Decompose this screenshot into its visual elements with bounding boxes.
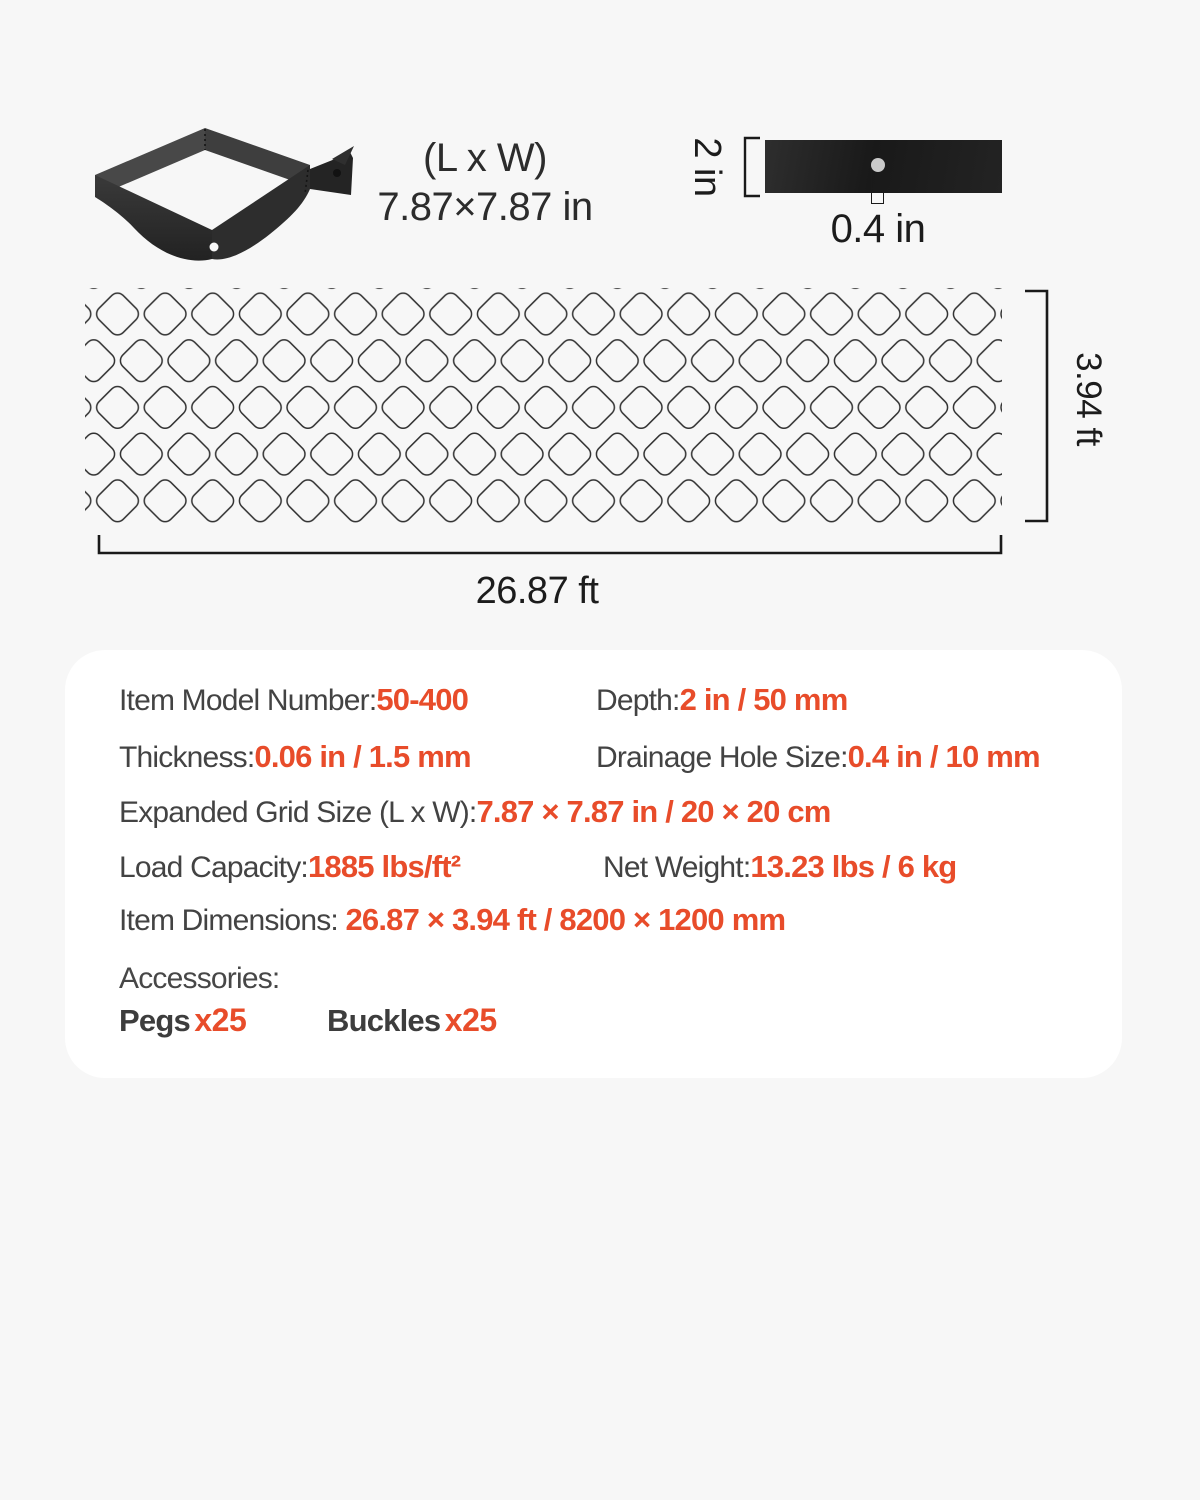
spec-row-drainage [596, 737, 1040, 778]
spec-label-thickness: Thickness: [119, 741, 255, 774]
accessory-name-buckles: Buckles [327, 1003, 441, 1038]
spec-label-net-weight: Net Weight: [603, 851, 751, 884]
cell-drain-hole [210, 243, 219, 252]
mesh-width-label: 26.87 ft [475, 570, 599, 612]
spec-value-net-weight: 13.23 lbs / 6 kg [750, 849, 957, 884]
strip-hole [871, 158, 885, 172]
spec-value-load: 1885 lbs/ft² [307, 849, 461, 884]
strip-height-bracket [741, 136, 763, 198]
spec-label-grid-size: Expanded Grid Size (L x W): [119, 796, 477, 829]
mesh-graphic [85, 288, 1002, 524]
spec-row-model [119, 680, 468, 721]
spec-row-load [119, 847, 460, 888]
spec-value-drainage: 0.4 in / 10 mm [847, 739, 1040, 774]
accessory-qty-pegs: x25 [194, 1002, 247, 1038]
cell-front-right-wall [212, 165, 310, 259]
mesh-width-bracket [96, 532, 1006, 558]
spec-value-model: 50-400 [376, 682, 469, 717]
cell-illustration [88, 112, 373, 264]
spec-value-grid-size: 7.87 × 7.87 in / 20 × 20 cm [476, 794, 831, 829]
cell-size-label [335, 134, 635, 232]
spec-value-depth: 2 in / 50 mm [679, 682, 848, 717]
spec-label-drainage: Drainage Hole Size: [596, 741, 848, 774]
mesh-height-bracket [1022, 288, 1052, 524]
cell-front-left-wall [95, 175, 212, 261]
spec-row-dimensions [119, 900, 785, 941]
spec-label-dimensions: Item Dimensions: [119, 904, 346, 937]
spec-row-thickness [119, 737, 471, 778]
accessory-item-buckles [327, 1002, 497, 1039]
strip-height-label: 2 in [686, 137, 728, 197]
spec-card [65, 650, 1122, 1078]
spec-row-grid-size [119, 792, 831, 833]
spec-value-dimensions: 26.87 × 3.94 ft / 8200 × 1200 mm [345, 902, 786, 937]
accessories-title: Accessories: [119, 962, 280, 995]
mesh-height-label: 3.94 ft [1069, 352, 1108, 446]
spec-label-depth: Depth: [596, 684, 680, 717]
spec-row-depth [596, 680, 847, 721]
spec-value-thickness: 0.06 in / 1.5 mm [254, 739, 471, 774]
accessory-item-pegs [119, 1002, 246, 1039]
spec-label-load: Load Capacity: [119, 851, 308, 884]
hole-size-label: 0.4 in [830, 207, 926, 251]
accessory-name-pegs: Pegs [119, 1003, 190, 1038]
spec-row-net-weight [603, 847, 956, 888]
cell-size-label-line2: 7.87×7.87 in [377, 185, 593, 229]
cell-size-label-line1: (L x W) [423, 136, 547, 180]
spec-label-model: Item Model Number: [119, 684, 377, 717]
accessory-qty-buckles: x25 [444, 1002, 497, 1038]
